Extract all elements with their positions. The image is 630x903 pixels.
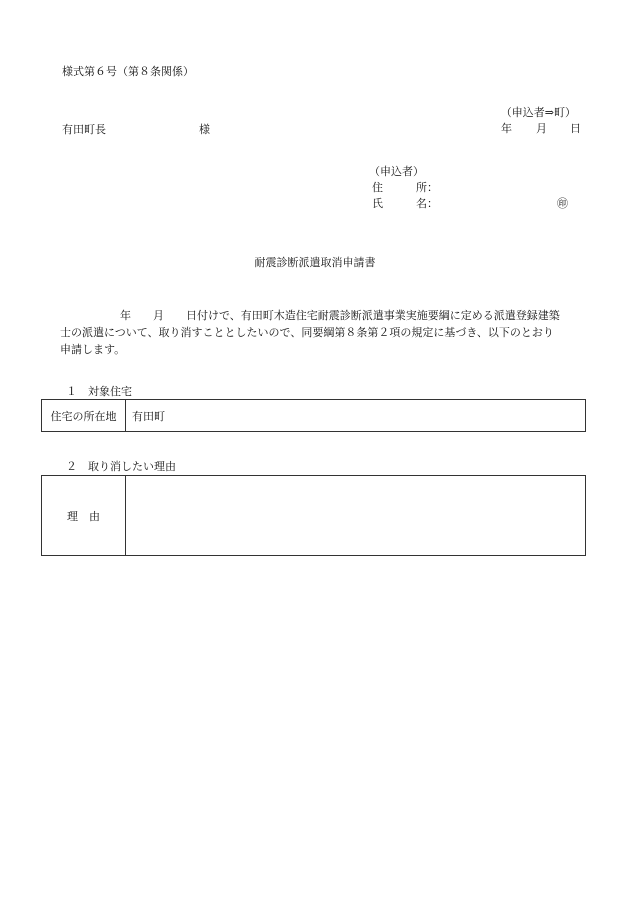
- seal-mark: ㊞: [557, 197, 568, 210]
- name-label-2: 名：: [416, 197, 438, 210]
- property-location-label: 住宅の所在地: [42, 400, 126, 431]
- addressee-honorific: 様: [199, 123, 210, 136]
- property-table: [41, 399, 586, 432]
- section1-heading: １ 対象住宅: [66, 385, 132, 398]
- body-month: 月: [153, 309, 164, 322]
- body-line-1: 日付けで、有田町木造住宅耐震診断派遣事業実施要綱に定める派遣登録建築: [186, 309, 560, 322]
- date-month: 月: [536, 122, 547, 135]
- form-number: 様式第６号（第８条関係）: [62, 65, 194, 78]
- addressee-name: 有田町長: [62, 123, 106, 136]
- address-label-2: 所：: [416, 181, 438, 194]
- date-year: 年: [501, 122, 512, 135]
- body-line-3: 申請します。: [60, 343, 126, 356]
- body-line-2: 士の派遣について、取り消すこととしたいので、同要綱第８条第２項の規定に基づき、以下のとおり: [60, 326, 554, 339]
- reason-value[interactable]: [132, 476, 585, 555]
- reason-label: 理 由: [42, 476, 126, 555]
- name-label-1: 氏: [372, 197, 383, 210]
- section2-heading: ２ 取り消したい理由: [66, 460, 176, 473]
- body-year: 年: [120, 309, 131, 322]
- date-day: 日: [570, 122, 581, 135]
- address-label-1: 住: [372, 181, 383, 194]
- document-title: 耐震診断派遣取消申請書: [254, 256, 376, 269]
- body-paragraph: [62, 307, 586, 358]
- applicant-heading: （申込者）: [369, 165, 424, 178]
- direction-note: （申込者⇒町）: [500, 106, 576, 119]
- reason-table: [41, 475, 586, 556]
- property-location-value[interactable]: 有田町: [132, 409, 165, 423]
